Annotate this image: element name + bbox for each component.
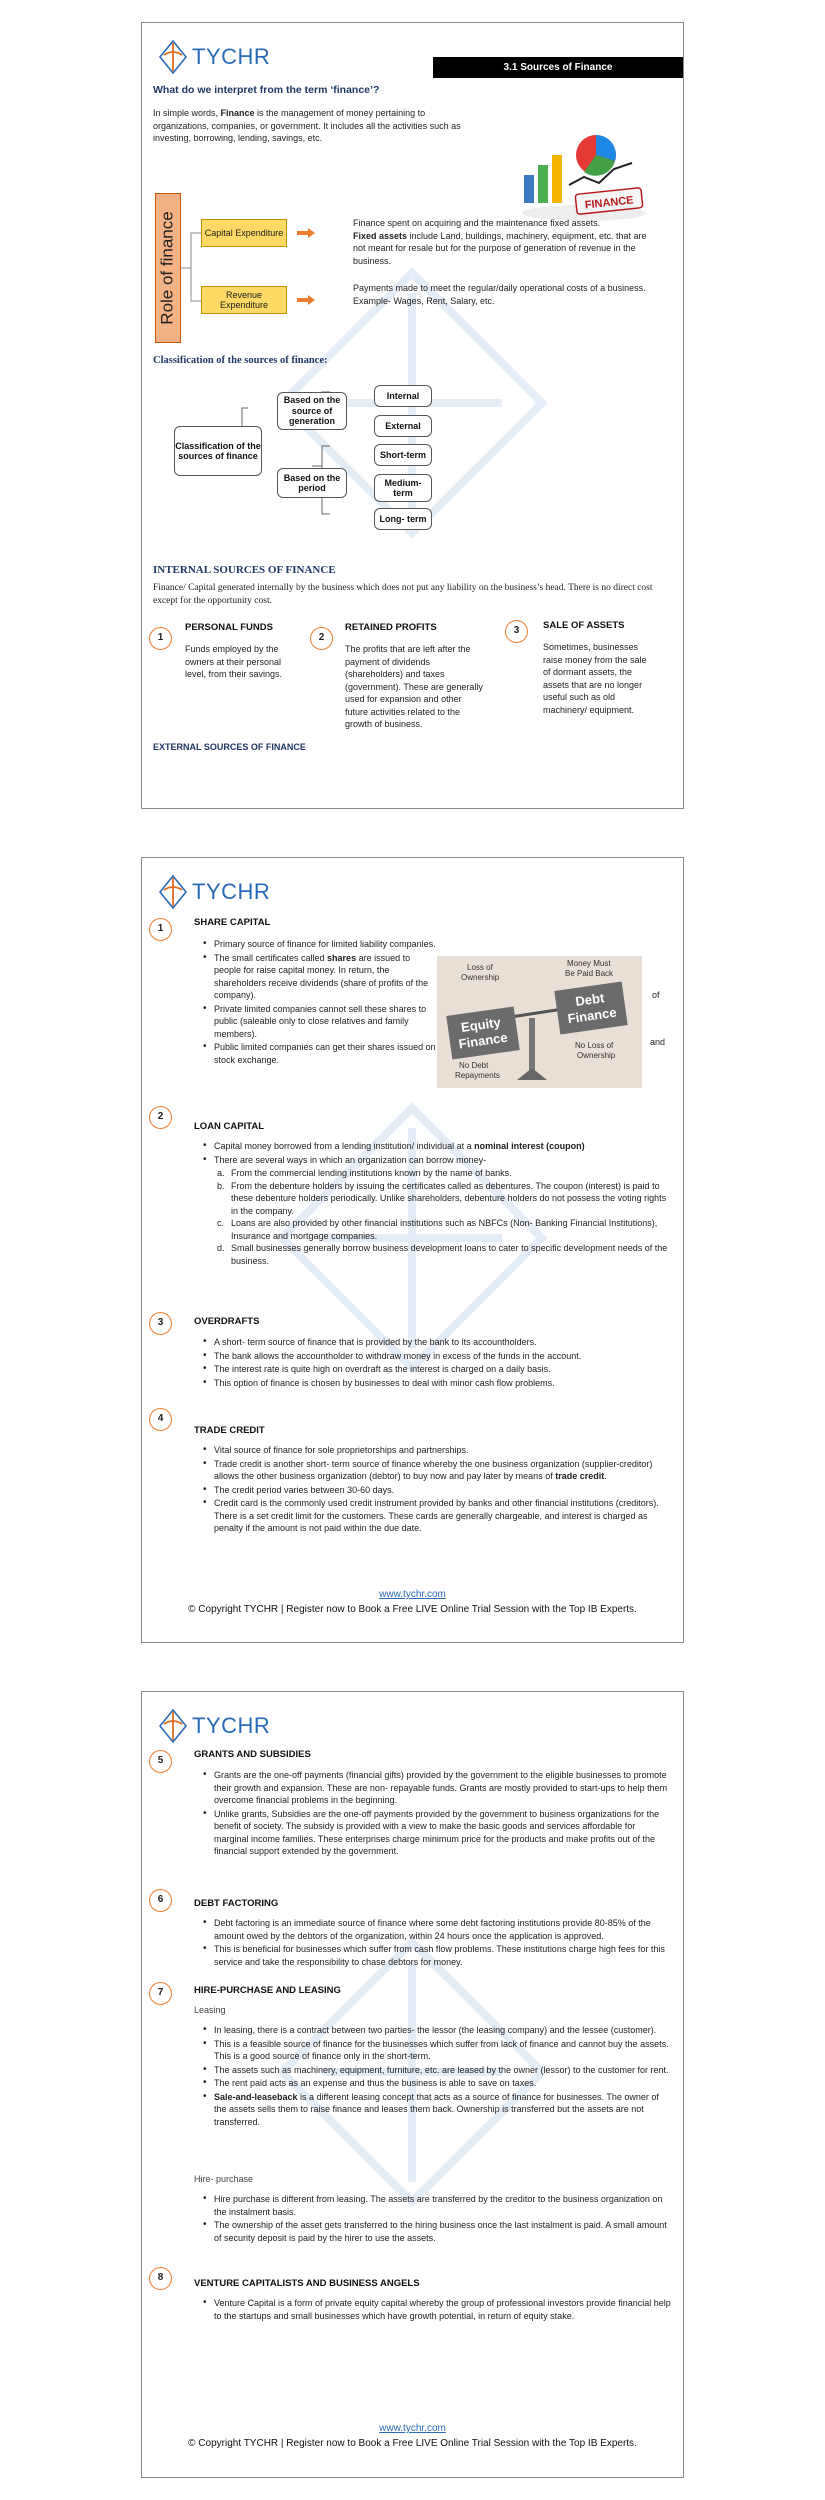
list-item: • Public limited companies can get their shares issued on stock exchange. (202, 1041, 437, 1066)
item-2-text: The profits that are left after the payment of dividends (shareholders) and taxes (government). These are generally used for expansion and other future activities related to the growth of business. (345, 644, 483, 729)
item-1-title: PERSONAL FUNDS (185, 622, 273, 633)
section-4-number: 4 (149, 1408, 172, 1431)
scale-must-2: Be Paid Back (565, 969, 614, 978)
venture-capital-list (202, 2297, 672, 2323)
leasing-subheading: Leasing (194, 2005, 226, 2015)
footer-copyright: © Copyright TYCHR | Register now to Book a Free LIVE Online Trial Session with the Top IB Experts. (188, 1604, 637, 1615)
section-3-title: OVERDRAFTS (194, 1316, 260, 1327)
scale-noloss-2: Ownership (577, 1051, 616, 1060)
list-item: • Primary source of finance for limited liability companies. (202, 938, 437, 951)
revenue-arrow-icon (297, 295, 315, 305)
item-3-text: Sometimes, businesses raise money from the sale of dormant assets, the assets that are no longer useful such as old machinery/ equipment. (543, 642, 647, 715)
list-item: • Vital source of finance for sole proprietorships and partnerships. (202, 1444, 672, 1457)
section-8-title: VENTURE CAPITALISTS AND BUSINESS ANGELS (194, 2278, 420, 2289)
section-1-number: 1 (149, 918, 172, 941)
loan-capital-sublist (217, 1167, 672, 1267)
diagram-root-node: Classification of the sources of finance (174, 426, 262, 476)
role-of-finance-box (155, 193, 181, 343)
tychr-logo-icon (158, 39, 188, 75)
question-heading: What do we interpret from the term ‘finance’? (153, 84, 380, 96)
list-item: • Venture Capital is a form of private equity capital whereby the group of professional investors provide financial help to the startups and small businesses which have growth potential, in return of equity stake. (202, 2297, 672, 2322)
debt-label-1: Debt (574, 990, 606, 1010)
list-item: • The assets such as machinery, equipment, furniture, etc. are leased by the owner (lessor) to the customer for rent. (202, 2064, 672, 2077)
list-item: • A short- term source of finance that is provided by the bank to its accountholders. (202, 1336, 672, 1349)
section-2-number: 2 (149, 1106, 172, 1129)
intro-pre: In simple words, (153, 108, 221, 118)
list-item: • Capital money borrowed from a lending institution/ individual at a nominal interest (coupon) (202, 1140, 672, 1153)
section-5-number: 5 (149, 1750, 172, 1773)
section-title-band: 3.1 Sources of Finance (433, 57, 683, 78)
section-2-title: LOAN CAPITAL (194, 1121, 265, 1132)
debt-label-2: Finance (566, 1004, 618, 1027)
diagram-period-node: Based on the period (277, 468, 347, 498)
item-3-number: 3 (505, 620, 528, 643)
diagram-medium-term-node: Medium-term (374, 474, 432, 502)
equity-label-2: Finance (457, 1029, 509, 1052)
list-item: • Private limited companies cannot sell these shares to public (saleable only to close relatives and family members). (202, 1003, 437, 1041)
section-6-number: 6 (149, 1889, 172, 1912)
page-1 (141, 22, 684, 809)
intro-paragraph (153, 107, 483, 145)
scale-nodebt-2: Repayments (455, 1071, 500, 1080)
scale-nodebt-1: No Debt (459, 1061, 489, 1070)
equity-debt-scale-image (437, 956, 642, 1088)
trade-credit-list (202, 1444, 672, 1536)
page-3 (141, 1691, 684, 2478)
list-item: • The credit period varies between 30-60 days. (202, 1484, 672, 1497)
footer-link[interactable]: www.tychr.com (379, 1589, 446, 1600)
capital-arrow-icon (297, 228, 315, 238)
item-1-text: Funds employed by the owners at their personal level, from their savings. (185, 644, 283, 679)
list-item: • This is beneficial for businesses which suffer from cash flow problems. These institutions charge high fees for this service and take the responsibility to chase debtors for money. (202, 1943, 672, 1968)
list-item: • In leasing, there is a contract between two parties- the lessor (the leasing company) and the lessee (customer). (202, 2024, 672, 2037)
list-item: • Grants are the one-off payments (financial gifts) provided by the government to the eligible businesses to promote their growth and expansion. These are non- repayable funds. Grants are mostly provided to start-ups to help them overcome financial problems in the beginning. (202, 1769, 672, 1807)
section-1-title: SHARE CAPITAL (194, 917, 271, 928)
section-4-title: TRADE CREDIT (194, 1425, 265, 1436)
section-3-number: 3 (149, 1312, 172, 1335)
tychr-logo-icon (158, 874, 188, 910)
diagram-internal-node: Internal (374, 385, 432, 407)
brand-logo (158, 1708, 270, 1744)
scale-noloss-1: No Loss of (575, 1041, 614, 1050)
diagram-long-term-node: Long- term (374, 508, 432, 530)
item-3-title: SALE OF ASSETS (543, 620, 625, 631)
equity-label-1: Equity (460, 1014, 502, 1035)
scale-loss-2: Ownership (461, 973, 500, 982)
role-of-finance-label: Role of finance (158, 211, 177, 325)
loan-capital-list (202, 1140, 672, 1167)
debt-factoring-list (202, 1917, 672, 1969)
capital-expenditure-box: Capital Expenditure (201, 219, 287, 247)
list-item: a. From the commercial lending institutions known by the name of banks. (217, 1168, 512, 1178)
list-item: • The interest rate is quite high on overdraft as the interest is charged on a daily basis. (202, 1363, 672, 1376)
section-8-number: 8 (149, 2267, 172, 2290)
list-item: • The rent paid acts as an expense and thus the business is able to save on taxes. (202, 2077, 672, 2090)
brand-name: TYCHR (192, 44, 271, 69)
item-1-number: 1 (149, 627, 172, 650)
role-bracket (181, 223, 203, 313)
list-item: • This is a feasible source of finance for the businesses which suffer from lack of finance and cannot buy the assets. This is a good source of finance only in the short-term. (202, 2038, 672, 2063)
fixed-assets-bold: Fixed assets (353, 230, 408, 241)
list-item: • Debt factoring is an immediate source of finance where some debt factoring institutions provide 80-85% of the amount owed by the debtors of the organization, within 24 hours once the application is approved. (202, 1917, 672, 1942)
revenue-expenditure-box: Revenue Expenditure (201, 286, 287, 314)
list-item: • Credit card is the commonly used credit instrument provided by banks and other financial institutions (creditors). There is a set credit limit for the customers. These cards are generally chargeable, and interest is charged as penalty if the amount is not paid within the due date. (202, 1497, 672, 1535)
list-item: d. Small businesses generally borrow business development loans to cater to specific development needs of the business. (217, 1243, 668, 1266)
hire-purchase-subheading: Hire- purchase (194, 2174, 254, 2184)
footer-link[interactable]: www.tychr.com (379, 2423, 446, 2434)
revenue-expenditure-desc: Payments made to meet the regular/daily operational costs of a business. Example- Wages, Rent, Salary, etc. (353, 283, 646, 306)
footer-copyright: © Copyright TYCHR | Register now to Book a Free LIVE Online Trial Session with the Top IB Experts. (188, 2438, 637, 2449)
brand-logo (158, 39, 270, 75)
item-2-number: 2 (310, 627, 333, 650)
tychr-logo-icon (158, 1708, 188, 1744)
scale-must-1: Money Must (567, 959, 611, 968)
external-sources-heading: EXTERNAL SOURCES OF FINANCE (153, 742, 306, 752)
leasing-list (202, 2024, 672, 2129)
finance-illustration (514, 125, 652, 225)
share-capital-list (202, 938, 437, 1067)
list-item: • The small certificates called shares are issued to people for raise capital money. In return, the shareholders receive dividends (share of profits of the company). (202, 952, 437, 1002)
item-2-title: RETAINED PROFITS (345, 622, 437, 633)
grants-list (202, 1769, 672, 1859)
classification-heading: Classification of the sources of finance: (153, 355, 328, 366)
brand-logo (158, 874, 270, 910)
scale-loss-1: Loss of (467, 963, 493, 972)
diagram-short-term-node: Short-term (374, 444, 432, 466)
internal-sources-heading: INTERNAL SOURCES OF FINANCE (153, 564, 336, 576)
list-item: • The bank allows the accountholder to withdraw money in excess of the funds in the account. (202, 1350, 672, 1363)
list-item: • Unlike grants, Subsidies are the one-off payments provided by the government to business organizations for the benefit of society. The subsidy is provided with a view to make the basic goods and services affordable for marginal income families. These enterprises charge minimum price for the products and make profits out of the financial support extended by the government. (202, 1808, 672, 1858)
list-item: b. From the debenture holders by issuing the certificates called as debentures. The coupon (interest) is paid to these debenture holders periodically. Unlike shareholders, debenture holders do not possess the voting rights in the company. (217, 1180, 667, 1216)
capital-desc-line2: include Land, buildings, machinery, equipment, etc. that are not meant for resale but for the purpose of generation of revenue in the business. (353, 230, 647, 266)
list-item: • Trade credit is another short- term source of finance whereby the one business organization (supplier-creditor) allows the other business organization (debtor) to buy now and pay later by means of trade credit. (202, 1458, 672, 1483)
list-item: • There are several ways in which an organization can borrow money- (202, 1154, 672, 1167)
section-7-number: 7 (149, 1982, 172, 2005)
section-6-title: DEBT FACTORING (194, 1898, 279, 1909)
list-item: • Hire purchase is different from leasing. The assets are transferred by the creditor to the business organization on the instalment basis. (202, 2193, 672, 2218)
section-7-title: HIRE-PURCHASE AND LEASING (194, 1985, 341, 1996)
hire-purchase-list (202, 2193, 672, 2245)
diagram-external-node: External (374, 415, 432, 437)
intro-bold: Finance (220, 108, 255, 118)
list-item: • Sale-and-leaseback is a different leasing concept that acts as a source of finance for businesses. The owner of the assets sells them to raise finance and leases them back. Ownership is transferred but the assets are not transferred. (202, 2091, 672, 2129)
stray-and: and (650, 1037, 666, 1047)
capital-expenditure-desc (353, 217, 653, 267)
list-item: • This option of finance is chosen by businesses to deal with minor cash flow problems. (202, 1377, 672, 1390)
internal-sources-desc: Finance/ Capital generated internally by the business which does not put any liability on the business’s head. There is no direct cost except for the opportunity cost. (153, 583, 653, 606)
stray-of: of (652, 990, 660, 1000)
brand-name: TYCHR (192, 1713, 271, 1738)
diagram-source-of-generation-node: Based on the source of generation (277, 392, 347, 430)
page-2 (141, 857, 684, 1643)
overdraft-list (202, 1336, 672, 1390)
list-item: • The ownership of the asset gets transferred to the hiring business once the last instalment is paid. A small amount of security deposit is paid by the hirer to use the assets. (202, 2219, 672, 2244)
section-5-title: GRANTS AND SUBSIDIES (194, 1749, 311, 1760)
list-item: c. Loans are also provided by other financial institutions such as NBFCs (Non- Banking Financial Institutions), Insurance and mortgage companies. (217, 1218, 658, 1241)
finance-image-label: FINANCE (584, 194, 635, 212)
intro-post: is the management of money pertaining to organizations, companies, or government. It includes all the activities such as investing, borrowing, lending, savings, etc. (153, 108, 461, 143)
capital-desc-line1: Finance spent on acquiring and the maintenance fixed assets. (353, 218, 601, 228)
brand-name: TYCHR (192, 879, 271, 904)
